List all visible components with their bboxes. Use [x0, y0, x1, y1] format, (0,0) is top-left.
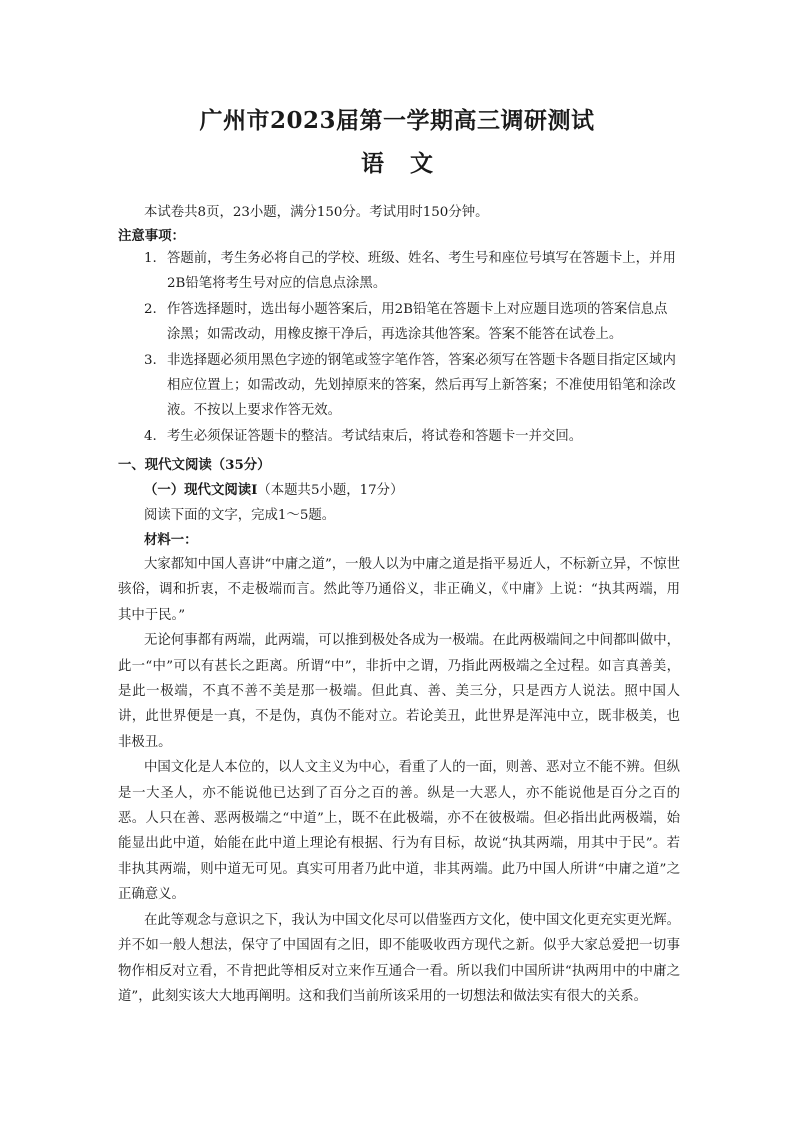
passage-paragraph: 无论何事都有两端，此两端，可以推到极处各成为一极端。在此两极端间之中间都叫做中，此一“中”可以有甚长之距离。所谓“中”，非折中之谓，乃指此两极端之全过程。如言真善美，是此一极端，不真不善不美是那一极端。但此真、善、美三分，只是西方人说法。照中国人讲，此世界便是一真，不是伪，真伪不能对立。若论美丑，此世界是浑沌中立，既非极美，也非极丑。 [118, 633, 680, 750]
notice-text: 答题前，考生务必将自己的学校、班级、姓名、考生号和座位号填写在答题卡上，并用2B铅笔将考生号对应的信息点涂黑。 [167, 251, 676, 292]
notice-number: 4. [144, 428, 157, 444]
passage-paragraph: 在此等观念与意识之下，我认为中国文化尽可以借鉴西方文化，使中国文化更充实更光辉。并不如一般人想法，保守了中国固有之旧，即不能吸收西方现代之新。似乎大家总爱把一切事物作相反对立看，不肯把此等相反对立来作互通合一看。所以我们中国所讲“执两用中的中庸之道”，此刻实该大大地再阐明。这和我们当前所该采用的一切想法和做法实有很大的关系。 [118, 912, 680, 1004]
subject-title: 语文 [361, 150, 459, 177]
notice-number: 1. [144, 251, 157, 266]
notice-item [118, 348, 680, 424]
notice-item [118, 424, 680, 449]
notice-text: 作答选择题时，选出每小题答案后，用2B铅笔在答题卡上对应题目选项的答案信息点涂黑；如需改动，用橡皮擦干净后，再选涂其他答案。答案不能答在试卷上。 [167, 301, 668, 343]
exam-title: 广州市2023届第一学期高三调研测试 [199, 107, 595, 134]
notice-number: 3. [144, 352, 157, 368]
section-heading: 一、现代文阅读（35分） [118, 457, 271, 473]
part-note: （本题共5小题，17分） [257, 483, 404, 498]
reading-instruction: 阅读下面的文字，完成1～5题。 [144, 508, 336, 523]
notice-number: 2. [144, 301, 157, 317]
part-title: （一）现代文阅读Ⅰ [144, 482, 258, 498]
notice-heading: 注意事项： [118, 228, 185, 244]
notice-item [118, 246, 680, 297]
exam-intro: 本试卷共8页，23小题，满分150分。考试用时150分钟。 [144, 205, 489, 220]
notice-text: 考生必须保证答题卡的整洁。考试结束后，将试卷和答题卡一并交回。 [167, 428, 583, 444]
passage-paragraph: 大家都知中国人喜讲“中庸之道”，一般人以为中庸之道是指平易近人，不标新立异，不惊世骇俗，调和折衷，不走极端而言。然此等乃通俗义，非正确义，《中庸》上说：“执其两端，用其中于民。” [118, 557, 680, 623]
notice-list [118, 246, 680, 449]
notice-item [118, 297, 680, 348]
passage-paragraph: 中国文化是人本位的，以人文主义为中心，看重了人的一面，则善、恶对立不能不辨。但纵是一大圣人，亦不能说他已达到了百分之百的善。纵是一大恶人，亦不能说他是百分之百的恶。人只在善、恶两极端之“中道”上，既不在此极端，亦不在彼极端。但必指出此两极端，始能显出此中道，始能在此中道上理论有根据、行为有目标，故说“执其两端，用其中于民”。若非执其两端，则中道无可见。真实可用者乃此中道，非其两端。此乃中国人所讲“中庸之道”之正确意义。 [118, 760, 680, 903]
notice-text: 非选择题必须用黑色字迹的钢笔或签字笔作答，答案必须写在答题卡各题目指定区域内相应位置上；如需改动，先划掉原来的答案，然后再写上新答案；不准使用铅笔和涂改液。不按以上要求作答无效。 [167, 352, 676, 419]
reading-passage [118, 552, 680, 1009]
material-heading: 材料一： [144, 532, 198, 548]
part-heading [118, 478, 680, 503]
